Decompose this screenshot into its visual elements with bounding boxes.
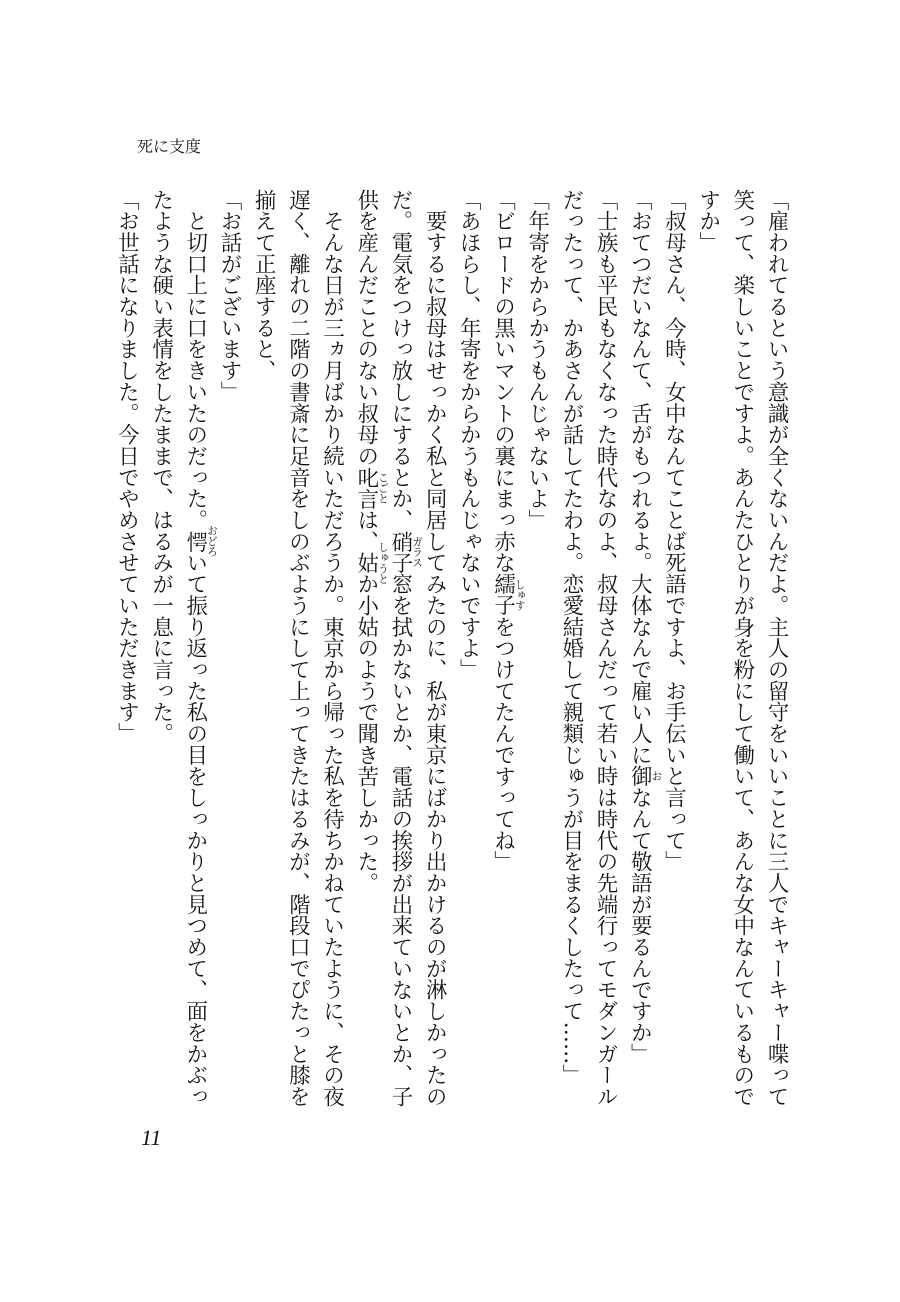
text-line: [280, 189, 314, 1109]
text-line: [212, 189, 246, 1109]
text-line: [588, 189, 622, 1109]
line-text: 「叔母さん、今時、女中なんてことば死語ですよ、お手伝いと言って」: [661, 189, 687, 873]
line-text: 要するに叔母はせっかく私と同居してみたのに、私が東京にばかり出かけるのが淋しかったの: [422, 189, 448, 1108]
ruby-annotated-word: [353, 466, 390, 510]
line-text: 「雇われてるという意識が全くないんだよ。主人の留守をいいことに三人でキャーキャー喋って: [764, 189, 789, 1108]
ruby-reading: おどろ: [205, 525, 219, 558]
text-line: [520, 189, 554, 1109]
ruby-reading: しゅうと: [376, 541, 390, 584]
text-line: [656, 189, 690, 1109]
line-text: と切口上に口をきいたのだった。: [182, 189, 208, 531]
line-text: 「士族も平民もなくなった時代なのよ、叔母さんだって若い時は時代の先端行ってモダンガール: [593, 189, 619, 1108]
ruby-reading: しゅす: [513, 578, 527, 611]
line-text: 「年寄をからかうもんじゃないよ」: [524, 189, 550, 531]
ruby-annotated-word: [182, 525, 219, 558]
line-text: 「おてつだいなんて、舌がもつれるよ。大体なんで雇い人に: [627, 189, 653, 766]
line-text: 遅く、離れの二階の書斎に足音をしのぶようにして上ってきたはるみが、階段口でぴたっと膝を: [285, 189, 311, 1108]
body-text: [109, 189, 793, 1109]
text-line: [451, 189, 485, 1109]
ruby-annotated-word: [387, 530, 425, 574]
ruby-annotated-word: [353, 541, 390, 584]
ruby-annotated-word: [627, 765, 664, 787]
ruby-base: 硝子: [387, 530, 413, 574]
text-line: [349, 189, 390, 1109]
text-line: [417, 189, 451, 1109]
ruby-reading: こごと: [376, 471, 390, 504]
line-text: 「ビロードの黒いマントの裏にまっ赤な: [490, 189, 516, 574]
line-text: なんて敬語が要るんですか」: [627, 786, 653, 1065]
line-text: をつけてたんですってね」: [490, 616, 516, 873]
text-line: [690, 189, 724, 1109]
text-line: [383, 189, 425, 1109]
line-text: 笑って、楽しいことですよ。あんたひとりが身を粉にして働いて、あんな女中なんているもので: [729, 189, 755, 1108]
line-text: は、: [353, 509, 379, 552]
line-text: 揃えて正座すると、: [251, 189, 277, 382]
ruby-base: 叱言: [353, 466, 379, 510]
ruby-base: 姑: [353, 551, 379, 574]
line-text: いて振り返った私の目をしっかりと見つめて、面をかぶっ: [182, 551, 208, 1108]
line-text: たような硬い表情をしたままで、はるみが一息に言った。: [148, 189, 174, 745]
text-line: [622, 189, 664, 1109]
line-text: 供を産んだことのない叔母の: [353, 189, 379, 467]
text-line: [485, 189, 527, 1109]
text-line: [554, 189, 588, 1109]
ruby-annotated-word: [490, 573, 527, 617]
text-line: [759, 189, 793, 1109]
line-text: か小姑のようで聞き苦しかった。: [353, 573, 379, 894]
page-number: 11: [141, 1125, 162, 1150]
ruby-base: 繻子: [490, 573, 516, 617]
line-text: 窓を拭かないとか、電話の挨拶が出来ていないとか、子: [387, 573, 413, 1108]
ruby-base: 愕: [182, 530, 208, 552]
line-text: だ。電気をつけっ放しにするとか、: [387, 189, 413, 531]
line-text: だったって、かあさんが話してたわよ。恋愛結婚して親類じゅうが目をまるくしたって……」: [558, 189, 584, 1086]
text-line: [143, 189, 177, 1109]
ruby-reading: ガラス: [411, 535, 425, 568]
text-line: [314, 189, 348, 1109]
text-line: [246, 189, 280, 1109]
ruby-base: 御: [627, 765, 653, 787]
text-line: [178, 189, 219, 1109]
text-line: [725, 189, 759, 1109]
text-line: [109, 189, 143, 1109]
ruby-reading: お: [650, 770, 664, 782]
line-text: 「あほらし、年寄をからかうもんじゃないですよ」: [456, 189, 482, 681]
line-text: 「お世話になりました。今日でやめさせていただきます」: [114, 189, 140, 745]
line-text: すか」: [695, 189, 721, 254]
line-text: 「お話がございます」: [217, 189, 242, 403]
running-title: 死に支度: [137, 137, 202, 156]
line-text: そんな日が三ヵ月ばかり続いただろうか。東京から帰った私を待ちかねていたように、その夜: [319, 189, 345, 1108]
